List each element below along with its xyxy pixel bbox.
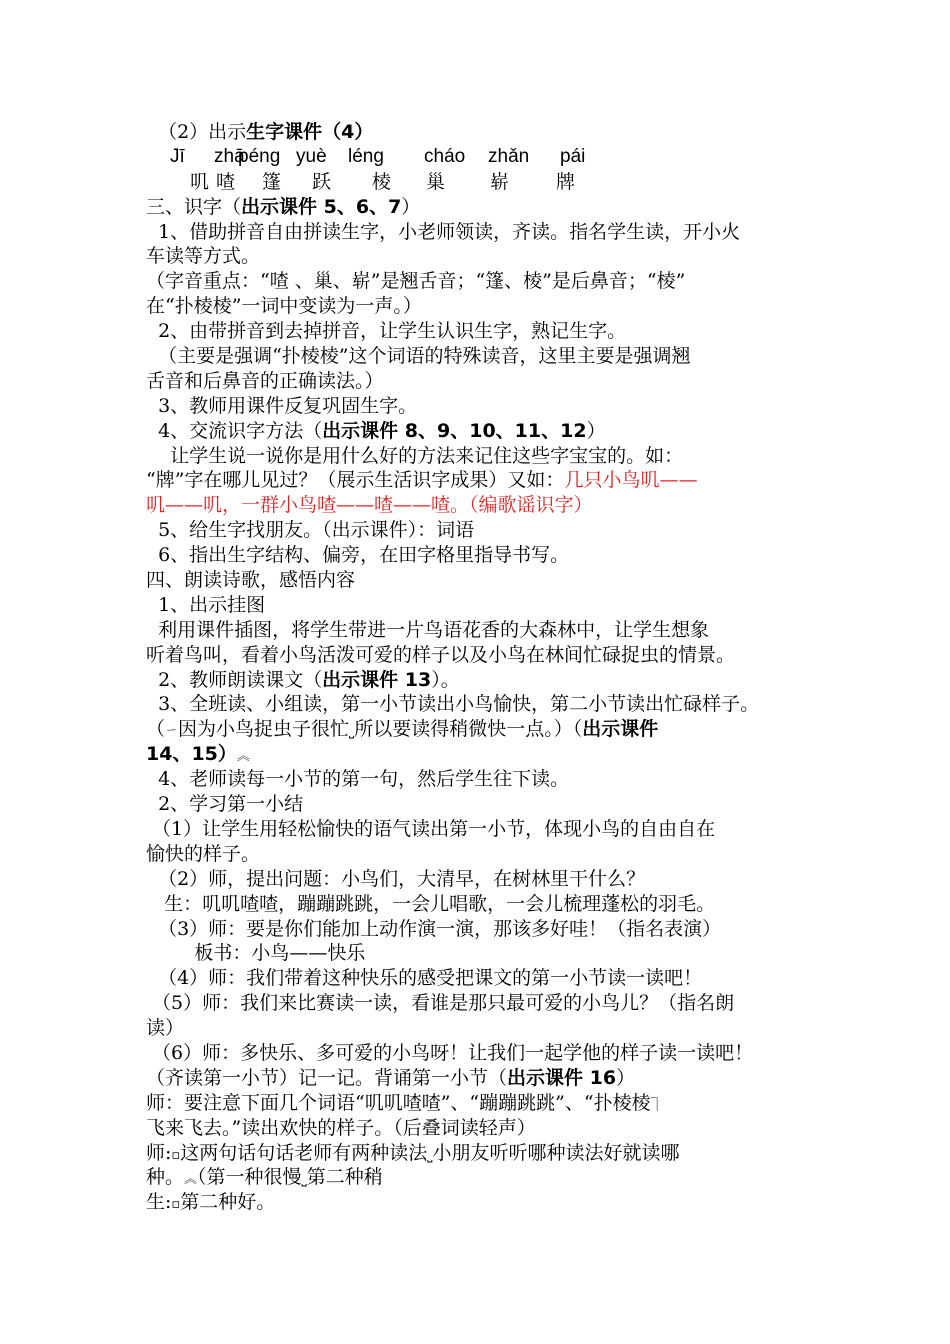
line-text: 4、交流识字方法（ [146, 419, 323, 442]
text-line [146, 717, 814, 742]
text-line [146, 643, 814, 668]
bold-text: 出示课件 13 [322, 668, 432, 691]
line-text: （2）师，提出问题：小鸟们，大清早，在树林里干什么？ [146, 867, 646, 890]
line-text: 四、朗读诗歌，感悟内容 [146, 569, 356, 592]
bold-text: 出示课件 [582, 718, 659, 741]
text-line [146, 518, 814, 543]
line-text: ） [586, 419, 606, 442]
symbol-mark: ⎵ [301, 1172, 307, 1188]
text-line [146, 941, 814, 966]
highlight-text: 叽——叽，一群小鸟喳——喳——喳。（编歌谣识字） [146, 494, 593, 517]
bold-text: 出示课件 16 [507, 1066, 617, 1089]
pinyin-syllable: péng [238, 145, 281, 167]
line-text: （ [146, 718, 166, 741]
text-line [146, 991, 814, 1016]
line-text: 2、学习第一小结 [146, 793, 304, 816]
hanzi-char: 喳 [216, 170, 236, 193]
text-line [146, 1141, 814, 1166]
line-text: 在“扑棱棱”一词中变读为一声。） [146, 295, 422, 318]
pinyin-row [146, 145, 814, 170]
text-line [146, 195, 814, 220]
text-line [146, 618, 814, 643]
pinyin-syllable: zhā [214, 145, 245, 167]
bold-text: 生字课件（4） [246, 121, 374, 143]
line-text: 种。 [146, 1166, 185, 1189]
text-line [146, 444, 814, 469]
line-text: 三、识字（ [146, 195, 242, 218]
text-line [146, 1165, 814, 1190]
line-text: 5、给生字找朋友。（出示课件）：词语 [146, 519, 475, 542]
line-text: 愉快的样子。 [146, 842, 261, 865]
line-text: （主要是强调“扑棱棱”这个词语的特殊读音，这里主要是强调翘 [146, 345, 691, 368]
line-text: 小朋友听听哪种读法好就读哪 [432, 1141, 680, 1164]
text-line [146, 742, 814, 767]
line-text: 生：叽叽喳喳，蹦蹦跳跳，一会儿唱歌，一会儿梳理蓬松的羽毛。 [146, 892, 716, 915]
pinyin-syllable: yuè [296, 145, 327, 167]
text-line [146, 817, 814, 842]
line-text: 4、老师读每一小节的第一句，然后学生往下读。 [146, 768, 570, 791]
symbol-mark: ︽ [184, 1172, 198, 1188]
bold-text: 14、15） [146, 743, 237, 766]
line-text: “牌”字在哪儿见过？（展示生活识字成果）又如： [146, 469, 565, 492]
text-line [146, 792, 814, 817]
line-text: 飞来飞去。”读出欢快的样子。（后叠词读轻声） [146, 1116, 536, 1139]
line-text: 2、教师朗读课文（ [146, 668, 323, 691]
text-line [146, 394, 814, 419]
text-line [146, 593, 814, 618]
line-text: 所以要读得稍微快一点。）（ [354, 718, 583, 741]
text-line [146, 867, 814, 892]
text-line [146, 767, 814, 792]
line-text: 让学生说一说你是用什么好的方法来记住这些字宝宝的。如： [146, 444, 684, 467]
text-line [146, 493, 814, 518]
hanzi-char: 巢 [426, 170, 446, 193]
pinyin-syllable: zhǎn [488, 145, 530, 167]
text-line [146, 917, 814, 942]
pinyin-syllable: pái [560, 145, 586, 167]
bold-text: 出示课件 5、6、7 [241, 195, 402, 218]
line-text: （齐读第一小节）记一记。背诵第一小节（ [146, 1066, 508, 1089]
line-text: （4）师：我们带着这种快乐的感受把课文的第一小节读一读吧！ [146, 967, 703, 990]
symbol-mark: ⏋ [650, 1097, 664, 1113]
line-text: 利用课件插图，将学生带进一片鸟语花香的大森林中，让学生想象 [146, 618, 710, 641]
bold-text: 出示课件 8、9、10、11、12 [322, 419, 587, 442]
hanzi-char: 叽 [190, 170, 210, 193]
symbol-mark: ⎵ [349, 724, 355, 740]
text-line [146, 892, 814, 917]
text-line [146, 319, 814, 344]
line-text: 车读等方式。 [146, 245, 261, 268]
document-page [146, 120, 814, 1215]
line-text: 板书：小鸟——快乐 [146, 942, 366, 965]
line-text: 舌音和后鼻音的正确读法。） [146, 369, 384, 392]
text-line [146, 842, 814, 867]
hanzi-char: 篷 [262, 170, 282, 193]
line-text: （字音重点：“喳 、巢、崭”是翘舌音；“篷、棱”是后鼻音；“棱” [146, 270, 686, 293]
line-text: 这两句话句话老师有两种读法 [180, 1141, 428, 1164]
line-text: ）。 [431, 668, 460, 691]
line-text: 读） [146, 1017, 185, 1040]
text-line [146, 692, 814, 717]
hanzi-char: 牌 [556, 170, 576, 193]
line-text: （3）师：要是你们能加上动作演一演，那该多好哇！（指名表演） [146, 917, 722, 940]
line-text: 师：要注意下面几个词语“叽叽喳喳”、“蹦蹦跳跳”、“扑棱棱 [146, 1091, 651, 1114]
text-line [146, 1016, 814, 1041]
text-line [146, 1190, 814, 1215]
text-line [146, 419, 814, 444]
pinyin-syllable: cháo [424, 145, 466, 167]
line-text: 1、借助拼音自由拼读生字，小老师领读，齐读。指名学生读，开小火 [146, 220, 741, 243]
line-text: （5）师：我们来比赛读一读，看谁是那只最可爱的小鸟儿？（指名朗 [146, 992, 735, 1015]
line-text: 第二种好。 [180, 1191, 276, 1214]
text-line [146, 120, 814, 145]
line-text: （第一种很慢 [197, 1166, 302, 1189]
text-line [146, 1041, 814, 1066]
symbol-mark: ▫ [171, 1147, 181, 1163]
hanzi-char: 棱 [372, 170, 392, 193]
highlight-text: 几只小鸟叽—— [564, 469, 698, 492]
hanzi-row [146, 170, 814, 195]
line-text: 2、由带拼音到去掉拼音，让学生认识生字，熟记生字。 [146, 320, 627, 343]
line-text: 因为小鸟捉虫子很忙 [178, 718, 350, 741]
line-text: 第二种稍 [306, 1166, 383, 1189]
text-line [146, 1066, 814, 1091]
text-line [146, 468, 814, 493]
line-text: ） [616, 1066, 636, 1089]
symbol-mark: ㄧ [165, 724, 179, 740]
line-text: （1）让学生用轻松愉快的语气读出第一小节，体现小鸟的自由自在 [146, 817, 716, 840]
line-text: 3、全班读、小组读，第一小节读出小鸟愉快，第二小节读出忙碌样子。 [146, 693, 760, 716]
text-line [146, 568, 814, 593]
line-text: 6、指出生字结构、偏旁，在田字格里指导书写。 [146, 544, 570, 567]
symbol-mark: ▫ [171, 1197, 181, 1213]
text-line [146, 1091, 814, 1116]
text-line [146, 244, 814, 269]
symbol-mark: ︽ [236, 749, 250, 765]
text-line [146, 668, 814, 693]
hanzi-char: 跃 [312, 170, 332, 193]
text-line [146, 269, 814, 294]
text-line [146, 294, 814, 319]
pinyin-syllable: léng [348, 145, 384, 167]
line-text: （2）出示 [146, 121, 247, 143]
text-line [146, 220, 814, 245]
text-line [146, 543, 814, 568]
text-line [146, 966, 814, 991]
line-text: 听着鸟叫，看着小鸟活泼可爱的样子以及小鸟在林间忙碌捉虫的情景。 [146, 643, 736, 666]
line-text: ） [401, 195, 421, 218]
symbol-mark: ⎵ [427, 1147, 433, 1163]
line-text: 1、出示挂图 [146, 593, 266, 616]
text-line [146, 369, 814, 394]
hanzi-char: 崭 [490, 170, 510, 193]
text-line [146, 1116, 814, 1141]
line-text: 3、教师用课件反复巩固生字。 [146, 394, 418, 417]
text-line [146, 344, 814, 369]
line-text: 生: [146, 1191, 172, 1214]
pinyin-syllable: Jī [170, 145, 185, 167]
line-text: 师: [146, 1141, 172, 1164]
line-text: （6）师：多快乐、多可爱的小鸟呀！让我们一起学他的样子读一读吧！ [146, 1041, 754, 1064]
